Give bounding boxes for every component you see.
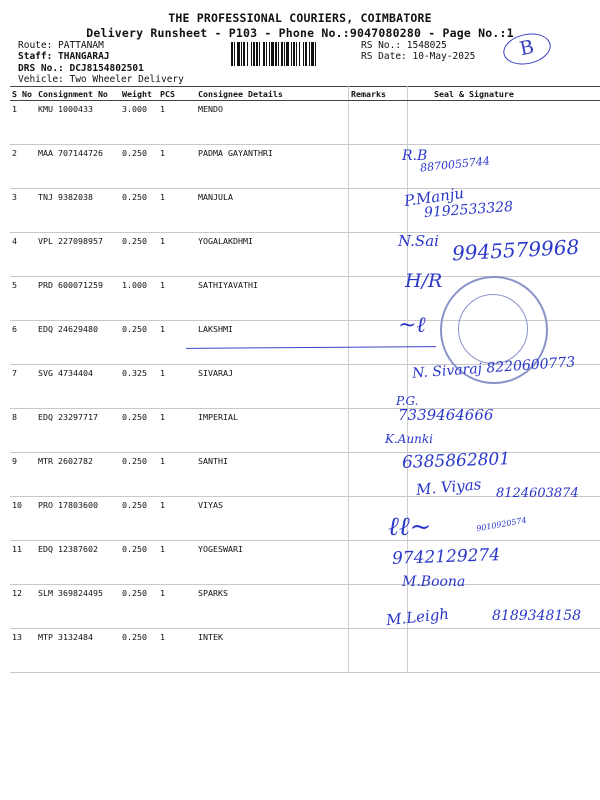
signature-row-12-phone: 9742129274 <box>391 545 501 569</box>
rs-number: RS No.: 1548025 <box>361 40 447 51</box>
cell-consignee: YOGALAKDHMI <box>196 233 349 277</box>
table-row <box>10 629 600 673</box>
signature-row-8: P.G. <box>396 394 419 408</box>
cell-pcs: 1 <box>158 453 196 497</box>
signature-row-4: N.Sai <box>398 232 439 250</box>
cell-weight: 0.250 <box>120 585 158 629</box>
cell-consignment: KMU 1000433 <box>36 101 120 145</box>
table-row <box>10 541 600 585</box>
cell-consignment: PRO 17803600 <box>36 497 120 541</box>
cell-consignee: PADMA GAYANTHRI <box>196 145 349 189</box>
cell-sno: 9 <box>10 453 36 497</box>
cell-sno: 3 <box>10 189 36 233</box>
signature-row-2-phone: 8870055744 <box>419 154 491 175</box>
col-seal-signature: Seal & Signature <box>408 87 600 101</box>
cell-consignment: SVG 4734404 <box>36 365 120 409</box>
cell-consignment: MTR 2602782 <box>36 453 120 497</box>
signature-row-3-phone: 9192533328 <box>423 198 514 222</box>
cell-consignee: YOGESWARI <box>196 541 349 585</box>
cell-sno: 5 <box>10 277 36 321</box>
col-weight: Weight <box>120 87 158 101</box>
signature-row-12: M.Boona <box>402 574 466 590</box>
signature-row-6: ~ℓ <box>398 313 426 338</box>
cell-pcs: 1 <box>158 145 196 189</box>
cell-remarks <box>349 145 408 189</box>
cell-sno: 8 <box>10 409 36 453</box>
barcode <box>231 42 355 66</box>
cell-consignee: SIVARAJ <box>196 365 349 409</box>
cell-consignee: VIYAS <box>196 497 349 541</box>
cell-signature <box>408 629 600 673</box>
runsheet-subtitle: Delivery Runsheet - P103 - Phone No.:9047080280 - Page No.:1 <box>86 26 514 40</box>
cell-consignment: EDQ 12387602 <box>36 541 120 585</box>
signature-row-10: M. Viyas <box>415 475 483 499</box>
signature-row-5: H/R <box>405 270 443 292</box>
signature-row-9: K.Aunki <box>385 432 434 446</box>
table-row <box>10 101 600 145</box>
cell-pcs: 1 <box>158 541 196 585</box>
table-row <box>10 409 600 453</box>
cell-consignee: SANTHI <box>196 453 349 497</box>
cell-weight: 0.250 <box>120 145 158 189</box>
signature-row-7: N. Sivaraj 8220600773 <box>411 354 576 382</box>
cell-pcs: 1 <box>158 497 196 541</box>
route-label: Route: PATTANAM <box>18 40 104 51</box>
cell-pcs: 1 <box>158 585 196 629</box>
cell-consignment: VPL 227098957 <box>36 233 120 277</box>
cell-remarks <box>349 101 408 145</box>
cell-weight: 3.000 <box>120 101 158 145</box>
signature-row-13-phone: 8189348158 <box>492 608 582 624</box>
signature-row-3: P.Manju <box>403 183 466 211</box>
cell-weight: 0.250 <box>120 233 158 277</box>
cell-sno: 11 <box>10 541 36 585</box>
barcode-bar <box>316 42 318 66</box>
col-consignee: Consignee Details <box>196 87 349 101</box>
table-row <box>10 145 600 189</box>
cell-sno: 6 <box>10 321 36 365</box>
cell-pcs: 1 <box>158 321 196 365</box>
cell-consignee: MANJULA <box>196 189 349 233</box>
cell-weight: 0.250 <box>120 409 158 453</box>
cell-pcs: 1 <box>158 101 196 145</box>
drs-number: DRS No.: DCJ8154802501 <box>18 63 144 74</box>
col-consignment: Consignment No <box>36 87 120 101</box>
signature-row-2: R.B <box>402 148 428 164</box>
table-header-row <box>10 87 600 101</box>
cell-consignee: SPARKS <box>196 585 349 629</box>
cell-pcs: 1 <box>158 365 196 409</box>
cell-sno: 12 <box>10 585 36 629</box>
cell-pcs: 1 <box>158 409 196 453</box>
cell-weight: 0.250 <box>120 497 158 541</box>
cell-consignment: SLM 369824495 <box>36 585 120 629</box>
cell-consignment: EDQ 24629480 <box>36 321 120 365</box>
cell-pcs: 1 <box>158 189 196 233</box>
circled-b-mark: B <box>500 29 553 68</box>
cell-weight: 0.250 <box>120 629 158 673</box>
cell-sno: 7 <box>10 365 36 409</box>
cell-consignment: PRD 600071259 <box>36 277 120 321</box>
cell-weight: 0.250 <box>120 321 158 365</box>
cell-signature <box>408 101 600 145</box>
cell-pcs: 1 <box>158 277 196 321</box>
signature-row-11-phone: 9010920574 <box>475 515 528 534</box>
cell-weight: 0.250 <box>120 189 158 233</box>
cell-consignment: MAA 707144726 <box>36 145 120 189</box>
seal-stamp-inner-ring <box>458 294 528 364</box>
cell-consignee: SATHIYAVATHI <box>196 277 349 321</box>
company-title: THE PROFESSIONAL COURIERS, COIMBATORE <box>168 11 432 25</box>
cell-remarks <box>349 189 408 233</box>
col-sno: S No <box>10 87 36 101</box>
cell-remarks <box>349 453 408 497</box>
vehicle-label: Vehicle: Two Wheeler Delivery <box>18 74 184 85</box>
cell-weight: 0.325 <box>120 365 158 409</box>
signature-row-8-phone: 7339464666 <box>398 406 494 424</box>
cell-consignee: INTEK <box>196 629 349 673</box>
cell-remarks <box>349 629 408 673</box>
cell-sno: 10 <box>10 497 36 541</box>
cell-sno: 13 <box>10 629 36 673</box>
cell-pcs: 1 <box>158 233 196 277</box>
cell-pcs: 1 <box>158 629 196 673</box>
cell-sno: 4 <box>10 233 36 277</box>
signature-row-11: ℓℓ~ <box>388 512 432 542</box>
cell-sno: 2 <box>10 145 36 189</box>
cell-consignment: TNJ 9382038 <box>36 189 120 233</box>
cell-weight: 0.250 <box>120 453 158 497</box>
cell-consignee: LAKSHMI <box>196 321 349 365</box>
col-pcs: PCS <box>158 87 196 101</box>
cell-consignment: EDQ 23297717 <box>36 409 120 453</box>
cell-consignment: MTP 3132484 <box>36 629 120 673</box>
staff-label: Staff: THANGARAJ <box>18 51 110 62</box>
signature-row-4-phone: 9945579968 <box>451 234 580 266</box>
signature-row-10-phone: 8124603874 <box>496 486 579 501</box>
signature-row-13: M.Leigh <box>385 604 450 630</box>
rs-date: RS Date: 10-May-2025 <box>361 51 476 62</box>
cell-sno: 1 <box>10 101 36 145</box>
cell-weight: 1.000 <box>120 277 158 321</box>
cell-consignee: IMPERIAL <box>196 409 349 453</box>
signature-row-9-phone: 6385862801 <box>401 449 511 473</box>
cell-consignee: MENDO <box>196 101 349 145</box>
cell-weight: 0.250 <box>120 541 158 585</box>
col-remarks: Remarks <box>349 87 408 101</box>
